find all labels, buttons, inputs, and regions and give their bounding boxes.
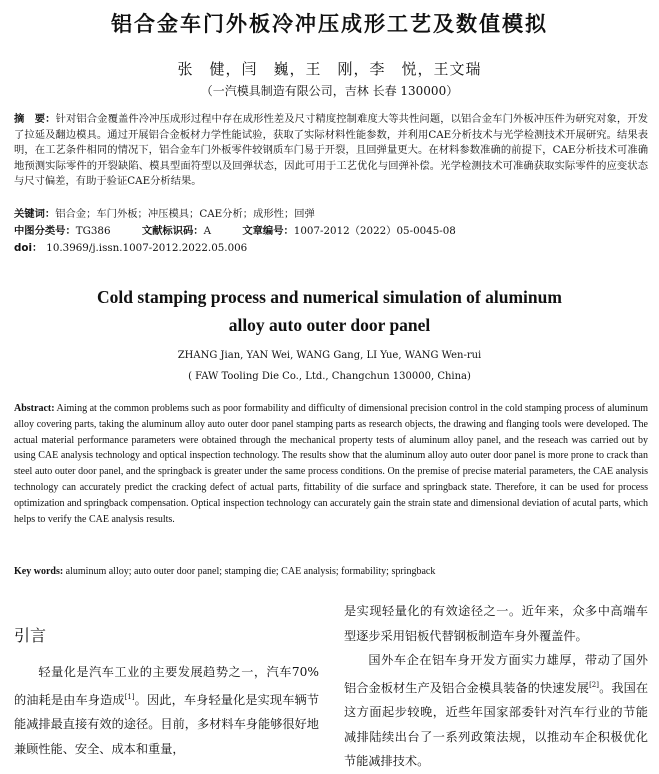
english-title-line-1: Cold stamping process and numerical simulation of aluminum (97, 287, 562, 307)
english-abstract-text: Aiming at the common problems such as poor formability and difficulty of dimensional precision control in the cold stamping process of aluminum alloy covering parts, taking the aluminum alloy auto outer door panel stamping parts as research objects, the drawing and flanging tools were developed. The actual material performance parameters were obtained through the mechanical property tests of aluminum alloy panel, and the reseach was carried out by using CAE analysis technology and optical inspection technology. The results show that the aluminum alloy auto outer door panel is more prone to crack than steel auto outer door panel, and the springback is greater under the same process conditions. On the premise of precise material parameters, the CAE analysis technology can accurately predict the cracking defect of actual parts, fittability of die surface and springback state. Therefore, it can be used for process optimization and springback compensation. Optical inspection technology can accurately gain the strain state and dimensional deviation of acutal parts, which helps to verify the CAE analysis results. (14, 403, 648, 525)
doc-code-value: A (203, 225, 212, 237)
citation-ref-2[interactable]: [2] (589, 680, 599, 689)
clc-value: TG386 (75, 225, 111, 237)
chinese-abstract (14, 112, 648, 190)
doi-link[interactable]: 10.3969/j.issn.1007-2012.2022.05.006 (46, 242, 248, 254)
english-authors: ZHANG Jian, YAN Wei, WANG Gang, LI Yue, WANG Wen-rui (177, 350, 482, 361)
intro-paragraph-2-part-a: 国外车企在铝车身开发方面实力雄厚，带动了国外铝合金板材生产及铝合金模具装备的快速发展 (344, 653, 648, 695)
english-affiliation: ( FAW Tooling Die Co., Ltd., Changchun 130000, China) (188, 371, 471, 382)
chinese-abstract-text: 针对铝合金覆盖件冷冲压成形过程中存在成形性差及尺寸精度控制难度大等共性问题，以铝合金车门外板冲压件为研究对象，开发了拉延及翻边模具。通过开展铝合金板材力学性能试验，获取了实际材料性能参数，并利用CAE分析技术与光学检测技术开展研究。结果表明，在工艺条件相同的情况下，铝合金车门外板零件较钢质车门易于开裂，且回弹量更大。在材料参数准确的前提下，CAE分析技术可准确地预测实际零件的开裂缺陷、模具型面符型以及回弹状态，因此可用于工艺优化与回弹补偿。光学检测技术可准确获取实际零件的应变状态与尺寸偏差，有助于验证CAE分析结果。 (14, 113, 649, 188)
article-number-value: 1007-2012（2022）05-0045-08 (293, 225, 456, 237)
english-abstract (14, 401, 648, 527)
article-number-label: 文章编号： (242, 225, 294, 237)
intro-paragraph-1-part-b: 。因此，车身轻量化是实现车辆节能减排最直接有效的途径。目前，多材料车身能够很好地兼顾性能、安全、成本和重量， (14, 692, 320, 756)
chinese-abstract-label: 摘 要： (14, 113, 56, 125)
chinese-title: 铝合金车门外板冷冲压成形工艺及数值模拟 (111, 12, 548, 36)
intro-paragraph-1-part-a: 轻量化是汽车工业的主要发展趋势之一，汽车70%的油耗是由车身造成 (14, 665, 319, 707)
english-keywords-label: Key words: (14, 566, 64, 577)
doi-label: doi： (14, 242, 43, 254)
chinese-keywords-label: 关键词： (14, 208, 56, 220)
english-title (0, 283, 659, 339)
intro-paragraph-2-part-b: 。我国在这方面起步较晚，近些年国家部委针对汽车行业的节能减排陆续出台了一系列政策法规，以推动车企积极优化节能减排技术。 (344, 680, 649, 769)
intro-paragraph-2 (344, 648, 648, 774)
chinese-keywords-text: 铝合金；车门外板；冲压模具；CAE分析；成形性；回弹 (55, 208, 315, 220)
chinese-keywords (14, 207, 648, 222)
english-keywords-text: aluminum alloy; auto outer door panel; stamping die; CAE analysis; formability; springback (65, 566, 436, 577)
chinese-authors: 张 健，闫 巍，王 刚，李 悦，王文瑞 (177, 60, 482, 78)
english-title-line-2: alloy auto outer door panel (228, 315, 431, 335)
classification-row (14, 224, 648, 239)
english-abstract-label: Abstract: (14, 403, 55, 414)
doi-row (14, 241, 648, 256)
doc-code-label: 文献标识码： (141, 225, 204, 237)
citation-ref-1[interactable]: [1] (124, 692, 135, 701)
section-heading-introduction: 引言 (14, 626, 47, 645)
english-keywords (14, 566, 648, 577)
chinese-affiliation: （一汽模具制造有限公司，吉林 长春 130000） (200, 84, 459, 98)
right-column-continuation: 是实现轻量化的有效途径之一。近年来，众多中高端车型逐步采用铝板代替钢板制造车身外覆盖件。 (344, 604, 648, 643)
intro-paragraph-1 (14, 660, 319, 761)
clc-label: 中图分类号： (14, 225, 76, 237)
